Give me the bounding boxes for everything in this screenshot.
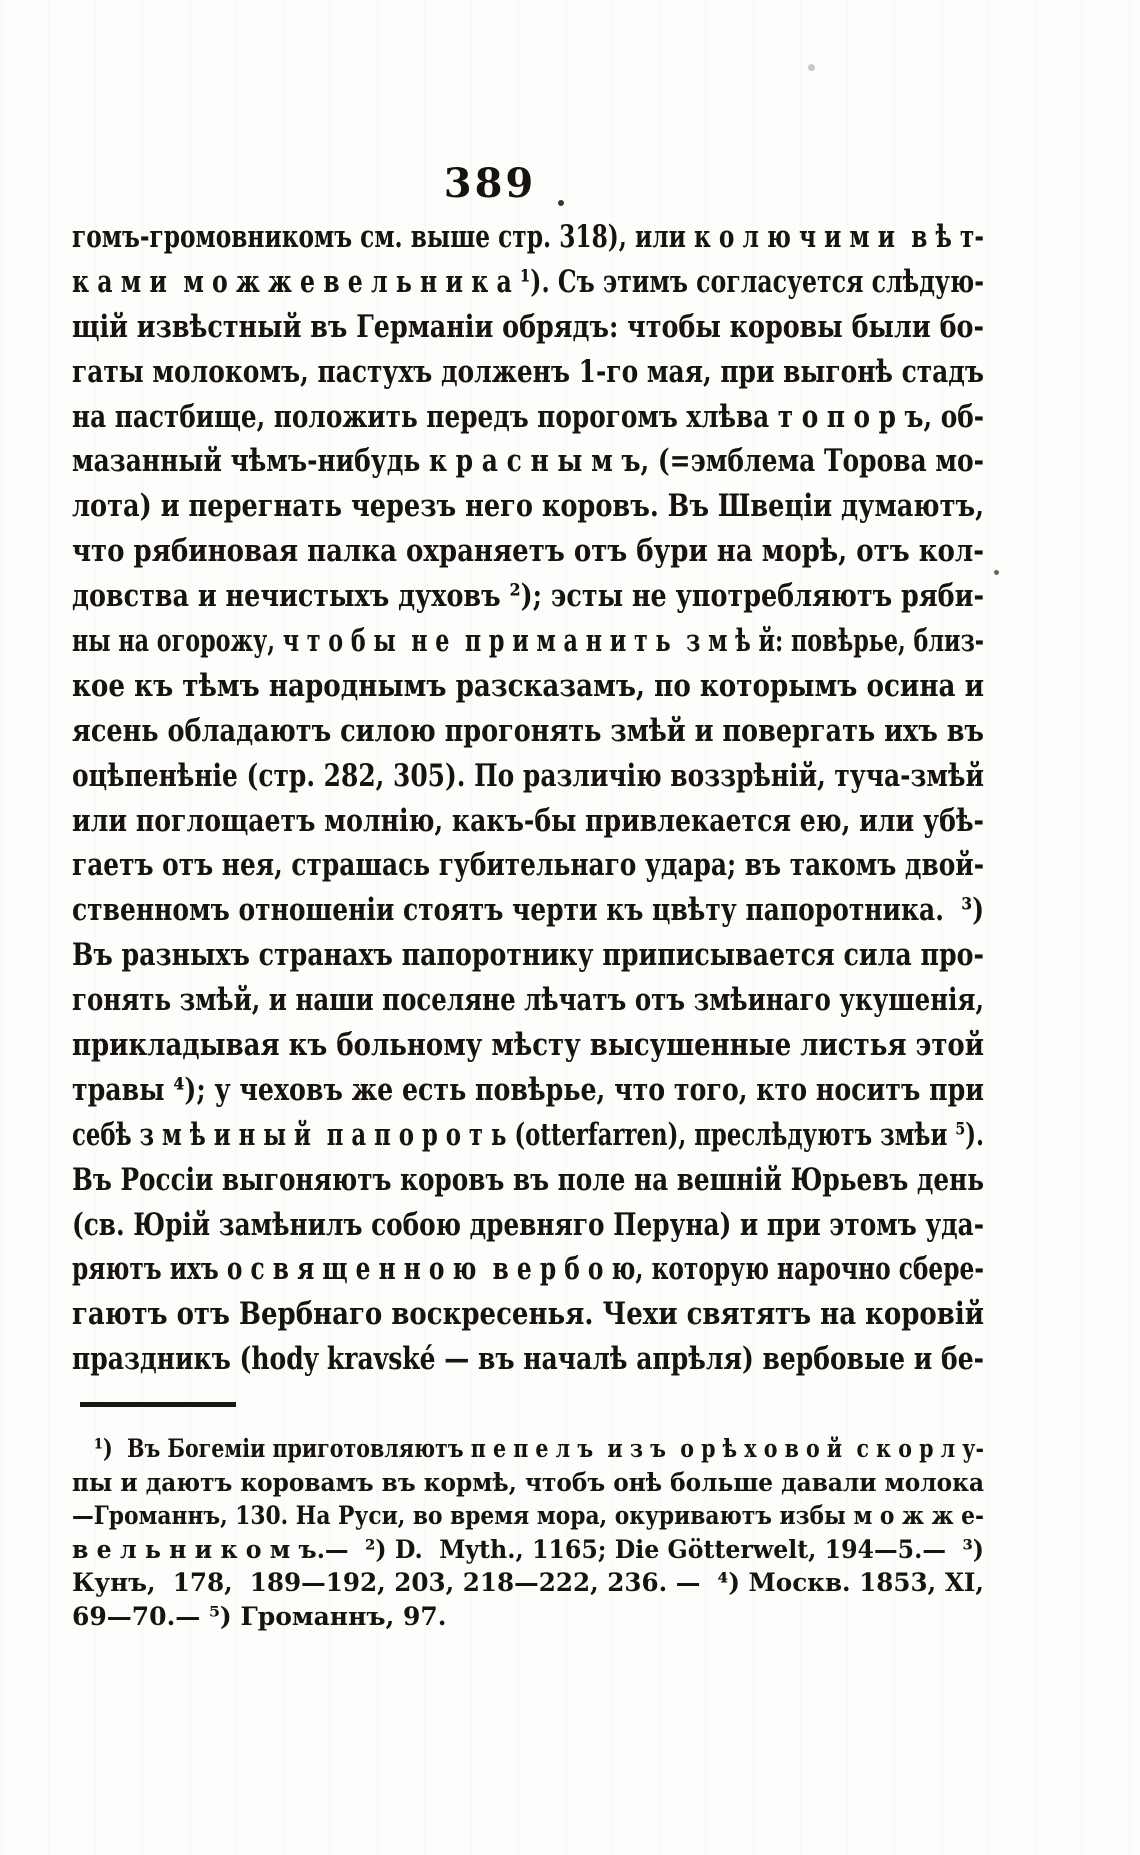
text-line (72, 978, 984, 1023)
text-line (72, 1023, 984, 1068)
text-line (72, 709, 984, 754)
text-line-content: к а м и м о ж ж е в е л ь н и к а ¹). Съ этимъ согласуется слѣдую- (72, 263, 984, 300)
footnote-line (72, 1466, 984, 1500)
text-line (72, 754, 984, 799)
scan-speck (994, 570, 999, 575)
text-line-content: на пастбище, положить передъ порогомъ хлѣва т о п о р ъ, об- (72, 398, 984, 435)
text-line-content: (св. Юрій замѣнилъ собою древняго Перуна) и при этомъ уда- (72, 1206, 985, 1243)
text-line (72, 529, 984, 574)
text-line-content: лота) и перегнать черезъ него коровъ. Въ Швеціи думаютъ, (72, 488, 984, 525)
text-line-content: гаты молокомъ, пастухъ долженъ 1-го мая, при выгонѣ стадъ (72, 353, 984, 390)
text-line (72, 619, 984, 664)
text-line (72, 1337, 984, 1382)
text-line-content: ряютъ ихъ о с в я щ е н н о ю в е р б о ю, которую нарочно сбере- (72, 1251, 984, 1288)
text-line-content: Въ Россіи выгоняютъ коровъ въ поле на вешній Юрьевъ день (72, 1161, 984, 1198)
footnote-line-content: пы и даютъ коровамъ въ кормѣ, чтобъ онѣ больше давали молока (72, 1467, 984, 1497)
text-line (72, 1203, 984, 1248)
text-line (72, 350, 984, 395)
text-line (72, 1247, 984, 1292)
text-line-content: ны на огорожу, ч т о б ы н е п р и м а н и т ь з м ѣ й: повѣрье, близ- (72, 623, 984, 660)
scan-speck (808, 64, 815, 71)
text-line (72, 1113, 984, 1158)
footnote-line (72, 1432, 984, 1466)
text-line-content: гонять змѣй, и наши поселяне лѣчатъ отъ змѣинаго укушенія, (72, 982, 984, 1019)
text-line-content: мазанный чѣмъ-нибудь к р а с н ы м ъ, (=эмблема Торова мо- (72, 443, 984, 480)
text-line (72, 664, 984, 709)
text-line (72, 439, 984, 484)
text-line (72, 843, 984, 888)
text-line-content: ственномъ отношеніи стоятъ черти къ цвѣту папоротника. ³) (72, 892, 984, 929)
footnote-line (72, 1499, 984, 1533)
text-line-content: ясень обладаютъ силою прогонять змѣй и повергать ихъ въ (72, 712, 984, 749)
footnote-line (72, 1566, 984, 1600)
footnote-line-content: —Громаннъ, 130. На Руси, во время мора, окуриваютъ избы м о ж ж е- (72, 1501, 984, 1531)
text-line-content: что рябиновая палка охраняетъ отъ бури на морѣ, отъ кол- (72, 533, 984, 570)
text-line (72, 888, 984, 933)
main-text-block (72, 215, 984, 1382)
footnote-separator-rule (80, 1402, 236, 1407)
text-line (72, 933, 984, 978)
page-number: 389 (443, 160, 537, 207)
text-line (72, 1158, 984, 1203)
text-line-content: гомъ-громовникомъ см. выше стр. 318), или к о л ю ч и м и в ѣ т- (72, 219, 984, 255)
text-line (72, 395, 984, 440)
text-line (72, 305, 984, 350)
text-line-content: травы ⁴); у чеховъ же есть повѣрье, что того, кто носитъ при (72, 1071, 984, 1108)
text-line-content: гаютъ отъ Вербнаго воскресенья. Чехи святятъ на коровій (72, 1296, 984, 1333)
footnote-line-content: в е л ь н и к о м ъ.— ²) D. Myth., 1165; Die Götterwelt, 194—5.— ³) (72, 1534, 984, 1564)
text-line-content: Въ разныхъ странахъ папоротнику приписывается сила про- (72, 937, 984, 974)
footnote-line (72, 1533, 984, 1567)
text-line-content: праздникъ (hody kravské — въ началѣ апрѣля) вербовые и бе- (72, 1341, 984, 1378)
text-line-content: или поглощаетъ молнію, какъ-бы привлекается ею, или убѣ- (72, 802, 984, 839)
text-line (72, 260, 984, 305)
text-line (72, 1068, 984, 1113)
text-line (72, 574, 984, 619)
text-line-content: себѣ з м ѣ и н ы й п а п о р о т ь (otterfarren), преслѣдуютъ змѣи ⁵). (72, 1116, 984, 1153)
text-line-content: прикладывая къ больному мѣсту высушенные листья этой (72, 1027, 984, 1064)
text-line (72, 799, 984, 844)
text-line (72, 484, 984, 529)
text-line (72, 215, 984, 260)
footnote-line-content: 69—70.— ⁵) Громаннъ, 97. (72, 1601, 447, 1631)
text-line-content: довства и нечистыхъ духовъ ²); эсты не употребляютъ ряби- (72, 578, 984, 615)
footnote-line-content: Кунъ, 178, 189—192, 203, 218—222, 236. — ⁴) Москв. 1853, XI, (72, 1568, 984, 1598)
footnote-line-content: ¹) Въ Богеміи приготовляютъ п е п е л ъ и з ъ о р ѣ х о в о й с к о р л у- (94, 1434, 984, 1463)
text-line-content: щій извѣстный въ Германіи обрядъ: чтобы коровы были бо- (72, 308, 984, 345)
footnote-line (72, 1600, 984, 1634)
text-line-content: гаетъ отъ нея, страшась губительнаго удара; въ такомъ двой- (72, 847, 984, 884)
text-line-content: оцѣпенѣніе (стр. 282, 305). По различію воззрѣній, туча-змѣй (72, 757, 984, 794)
scan-speck (558, 200, 564, 206)
text-line-content: кое къ тѣмъ народнымъ разсказамъ, по которымъ осина и (72, 667, 984, 704)
text-line (72, 1292, 984, 1337)
footnote-block (72, 1432, 984, 1634)
